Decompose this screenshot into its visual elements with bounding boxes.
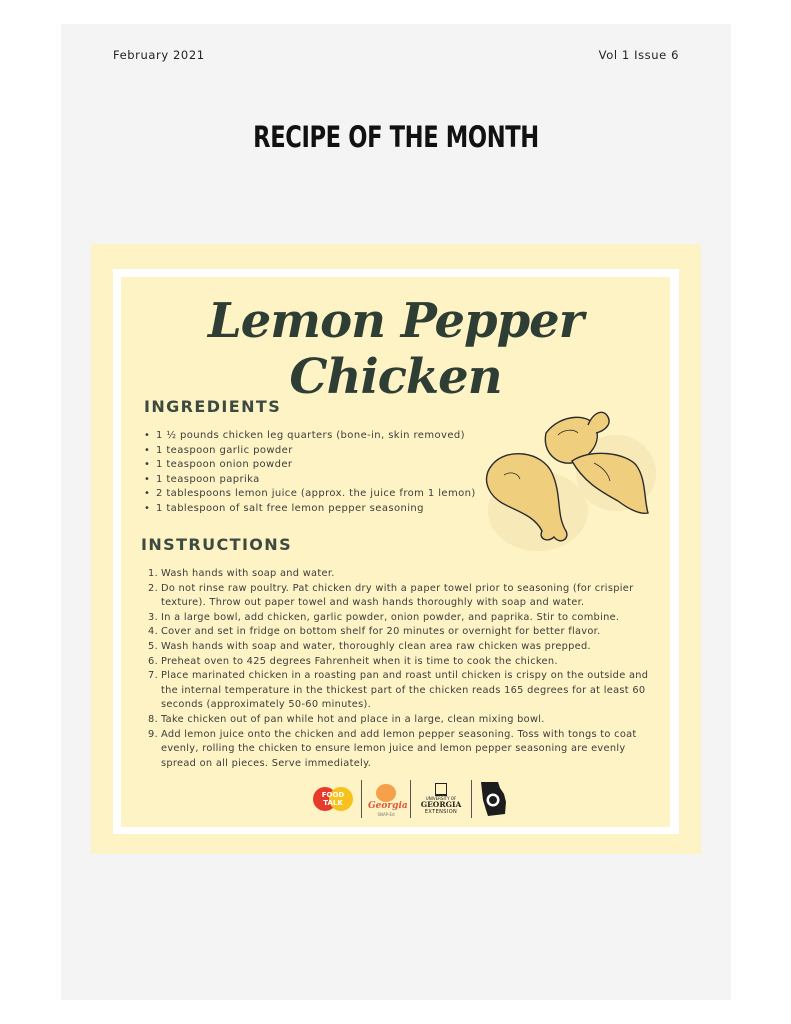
issue-date: February 2021: [113, 48, 205, 62]
ingredient-item: • 1 teaspoon paprika: [144, 473, 260, 485]
ingredient-item: • 1 teaspoon garlic powder: [144, 444, 293, 456]
logo-divider: [410, 780, 411, 818]
chicken-drumsticks-illustration: [476, 403, 656, 553]
ingredient-item: • 1 teaspoon onion powder: [144, 459, 293, 471]
ingredients-list: [144, 429, 474, 517]
recipe-card: [91, 244, 701, 854]
food-talk-logo: FOOD TALK: [311, 785, 355, 813]
uga-extension-logo: UNIVERSITY OF GEORGIA EXTENSION: [417, 779, 465, 819]
instructions-list: [144, 567, 652, 771]
instruction-step: 9. Add lemon juice onto the chicken and add lemon pepper seasoning. Toss with tongs to coat evenly, rolling the chicken to ensure lemon juice and lemon pepper seasoning are evenly spread on all pieces. Serve immediately.: [148, 728, 637, 769]
ingredient-item: • 1 ½ pounds chicken leg quarters (bone-in, skin removed): [144, 430, 465, 441]
instructions-heading: INSTRUCTIONS: [141, 535, 293, 554]
instruction-step: 7. Place marinated chicken in a roasting pan and roast until chicken is crispy on the outside and the internal temperature in the thickest part of the chicken reads 165 degrees for at least 60 seconds (approximately 50-60 minutes).: [148, 670, 649, 711]
recipe-card-body: [121, 277, 670, 827]
logo-divider: [361, 780, 362, 818]
logo-divider: [471, 780, 472, 818]
georgia-state-map-icon: [478, 780, 508, 818]
georgia-snap-ed-logo: Georgia SNAP-Ed: [368, 782, 404, 816]
page-title: RECIPE OF THE MONTH: [253, 120, 539, 154]
instruction-step: 1. Wash hands with soap and water.: [148, 568, 335, 579]
issue-number: Vol 1 Issue 6: [598, 48, 679, 62]
instruction-step: 6. Preheat oven to 425 degrees Fahrenheit when it is time to cook the chicken.: [148, 655, 558, 667]
ingredient-item: • 2 tablespoons lemon juice (approx. the juice from 1 lemon): [144, 488, 476, 500]
instruction-step: 8. Take chicken out of pan while hot and place in a large, clean mixing bowl.: [148, 713, 545, 725]
instruction-step: 4. Cover and set in fridge on bottom shelf for 20 minutes or overnight for better flavor.: [148, 626, 601, 638]
recipe-title: Lemon Pepper Chicken: [208, 293, 583, 405]
ingredients-heading: INGREDIENTS: [144, 397, 282, 416]
partner-logos: [311, 777, 508, 821]
instruction-step: 2. Do not rinse raw poultry. Pat chicken dry with a paper towel prior to seasoning (for crispier texture). Throw out paper towel and wash hands thoroughly with soap and water.: [148, 582, 634, 609]
instruction-step: 3. In a large bowl, add chicken, garlic powder, onion powder, and paprika. Stir to combine.: [148, 611, 620, 623]
ingredient-item: • 1 tablespoon of salt free lemon pepper seasoning: [144, 502, 424, 514]
instruction-step: 5. Wash hands with soap and water, thoroughly clean area raw chicken was prepped.: [148, 640, 591, 652]
recipe-card-frame: [113, 269, 679, 834]
newsletter-page: [61, 24, 731, 1000]
